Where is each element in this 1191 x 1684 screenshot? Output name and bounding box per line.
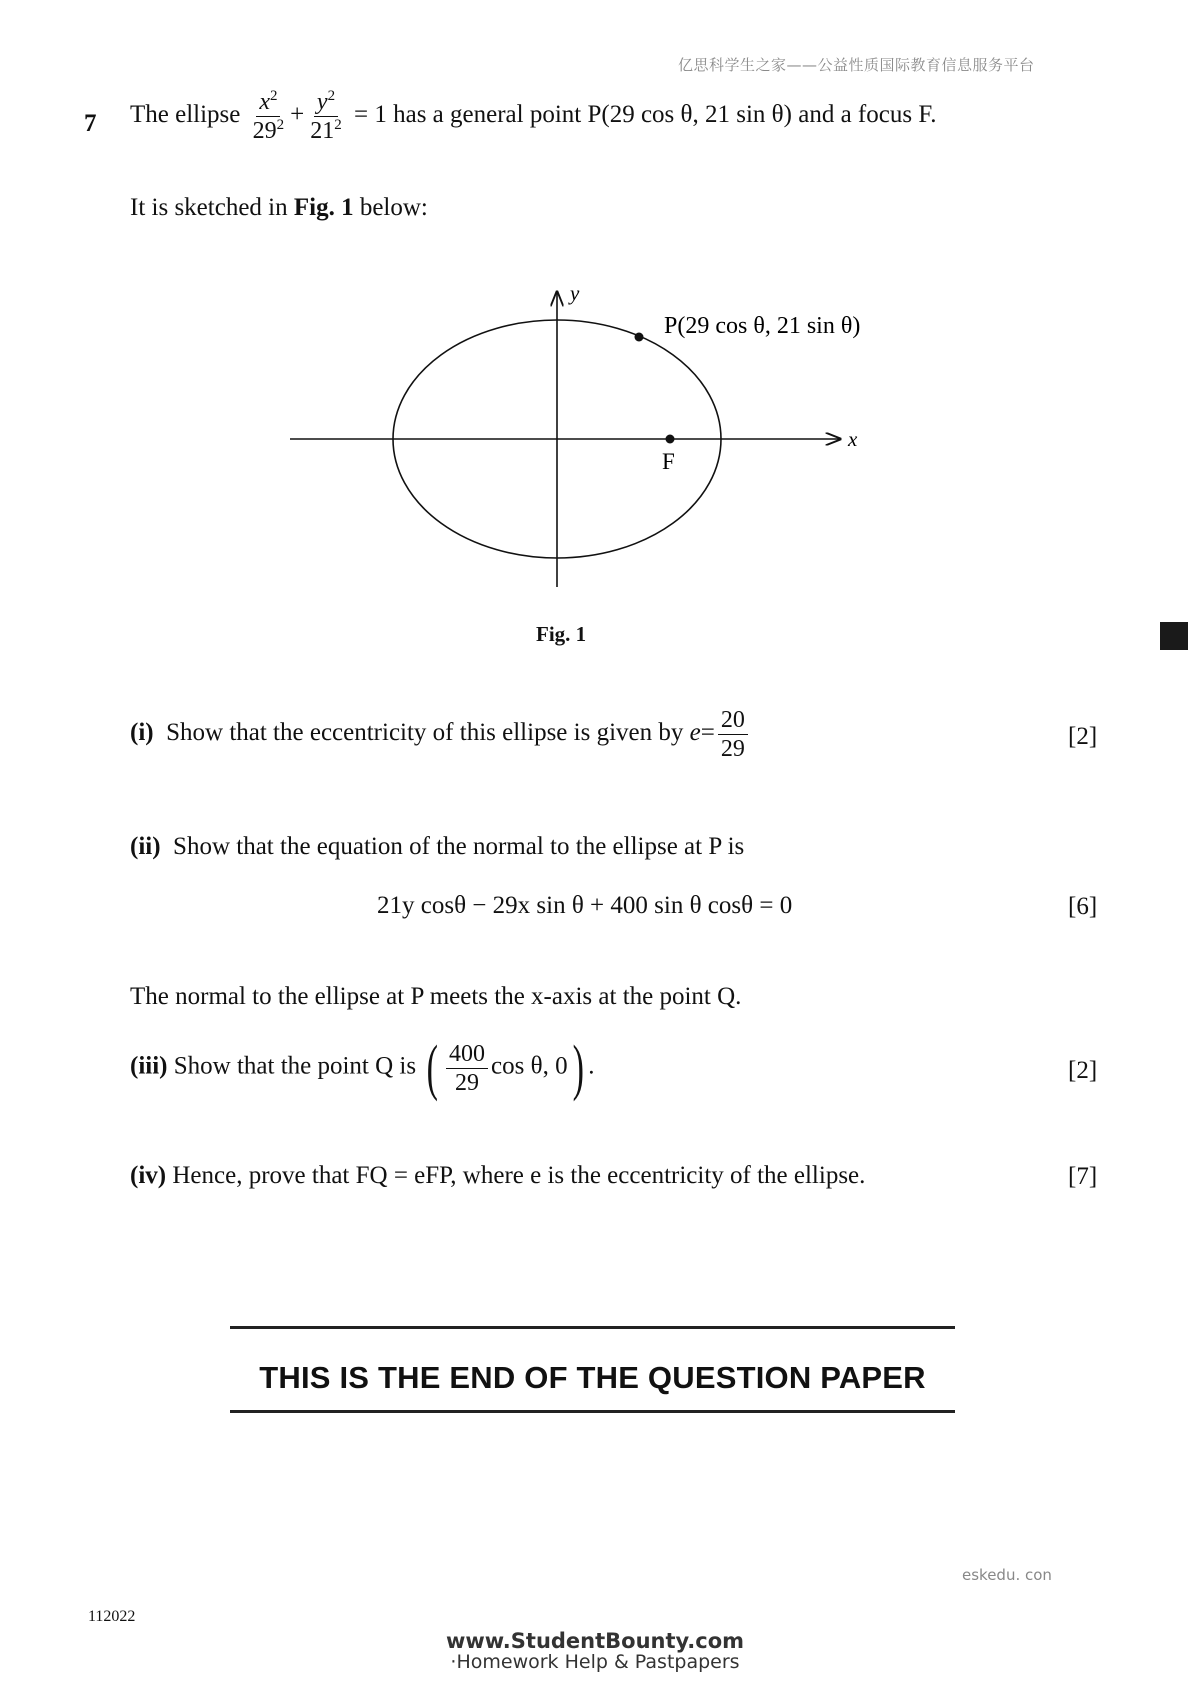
question-intro [130, 88, 936, 145]
ellipse-figure [270, 270, 890, 600]
part-iii: (iii) Show that the point Q is ( $\frac{400}{29}$ cos θ, 0) . [130, 1034, 595, 1102]
logo-tagline: ·Homework Help & Pastpapers [450, 1651, 740, 1673]
sketch-sentence: It is sketched in Fig. 1 below: [130, 194, 428, 221]
part-i: (i) Show that the eccentricity of this ellipse is given by e= $\frac{20}{29}$ [130, 706, 751, 763]
intro-after: has a general point P(29 cos θ, 21 sin θ) and a focus F. [393, 101, 937, 129]
equals-one: = 1 [354, 101, 387, 129]
footer-paper-code: 112022 [88, 1608, 136, 1625]
x-axis-label: x [848, 427, 858, 451]
part-iii-text: Show that the point Q is [173, 1052, 417, 1080]
part-ii-label: (ii) [130, 833, 161, 860]
focus-f [666, 435, 675, 444]
part-ii-marks: [6] [1068, 893, 1098, 920]
focus-f-label: F [662, 449, 675, 474]
part-iv-marks: [7] [1068, 1163, 1098, 1190]
part-i-label: (i) [130, 719, 154, 747]
point-q-frac: $\frac{400}{29}$ [446, 1040, 488, 1097]
eccentricity-frac: $\frac{20}{29}$ [718, 706, 748, 763]
point-p-label: P(29 cos θ, 21 sin θ) [664, 313, 861, 339]
ellipse-frac-y: $\frac{y^2}{21^2}$ [310, 88, 342, 144]
part-iv-text: Hence, prove that FQ = eFP, where e is the eccentricity of the ellipse. [172, 1162, 866, 1189]
normal-statement: The normal to the ellipse at P meets the x-axis at the point Q. [130, 983, 742, 1010]
header-watermark: 亿思科学生之家——公益性质国际教育信息服务平台 [678, 56, 1035, 74]
part-i-text: Show that the eccentricity of this ellipse is given by [166, 719, 684, 747]
part-iv [130, 1161, 865, 1191]
side-marker [1160, 622, 1188, 650]
logo-url: www.StudentBounty.com [445, 1629, 745, 1653]
footer-site-text: eskedu. con [962, 1566, 1052, 1584]
part-iii-label: (iii) [130, 1052, 168, 1080]
intro-before: The ellipse [130, 101, 241, 129]
end-of-paper-title: THIS IS THE END OF THE QUESTION PAPER [259, 1360, 926, 1395]
part-iii-marks: [2] [1068, 1057, 1098, 1084]
plus-sign: + [290, 101, 305, 129]
end-rule-bottom [230, 1410, 955, 1413]
figure-caption: Fig. 1 [536, 622, 587, 646]
y-axis-label: y [570, 281, 580, 305]
part-ii-text: Show that the equation of the normal to the ellipse at P is [173, 833, 745, 860]
ellipse-frac-x: $\frac{x^2}{29^2}$ [252, 88, 285, 144]
end-rule-top [230, 1326, 955, 1329]
question-number: 7 [84, 110, 97, 137]
normal-equation: 21y cosθ − 29x sin θ + 400 sin θ cosθ = 0 [377, 892, 793, 919]
part-ii [130, 832, 744, 862]
studentbounty-logo[interactable] [440, 1630, 750, 1672]
point-p [635, 333, 644, 342]
part-i-marks: [2] [1068, 723, 1098, 750]
part-iv-label: (iv) [130, 1162, 167, 1189]
